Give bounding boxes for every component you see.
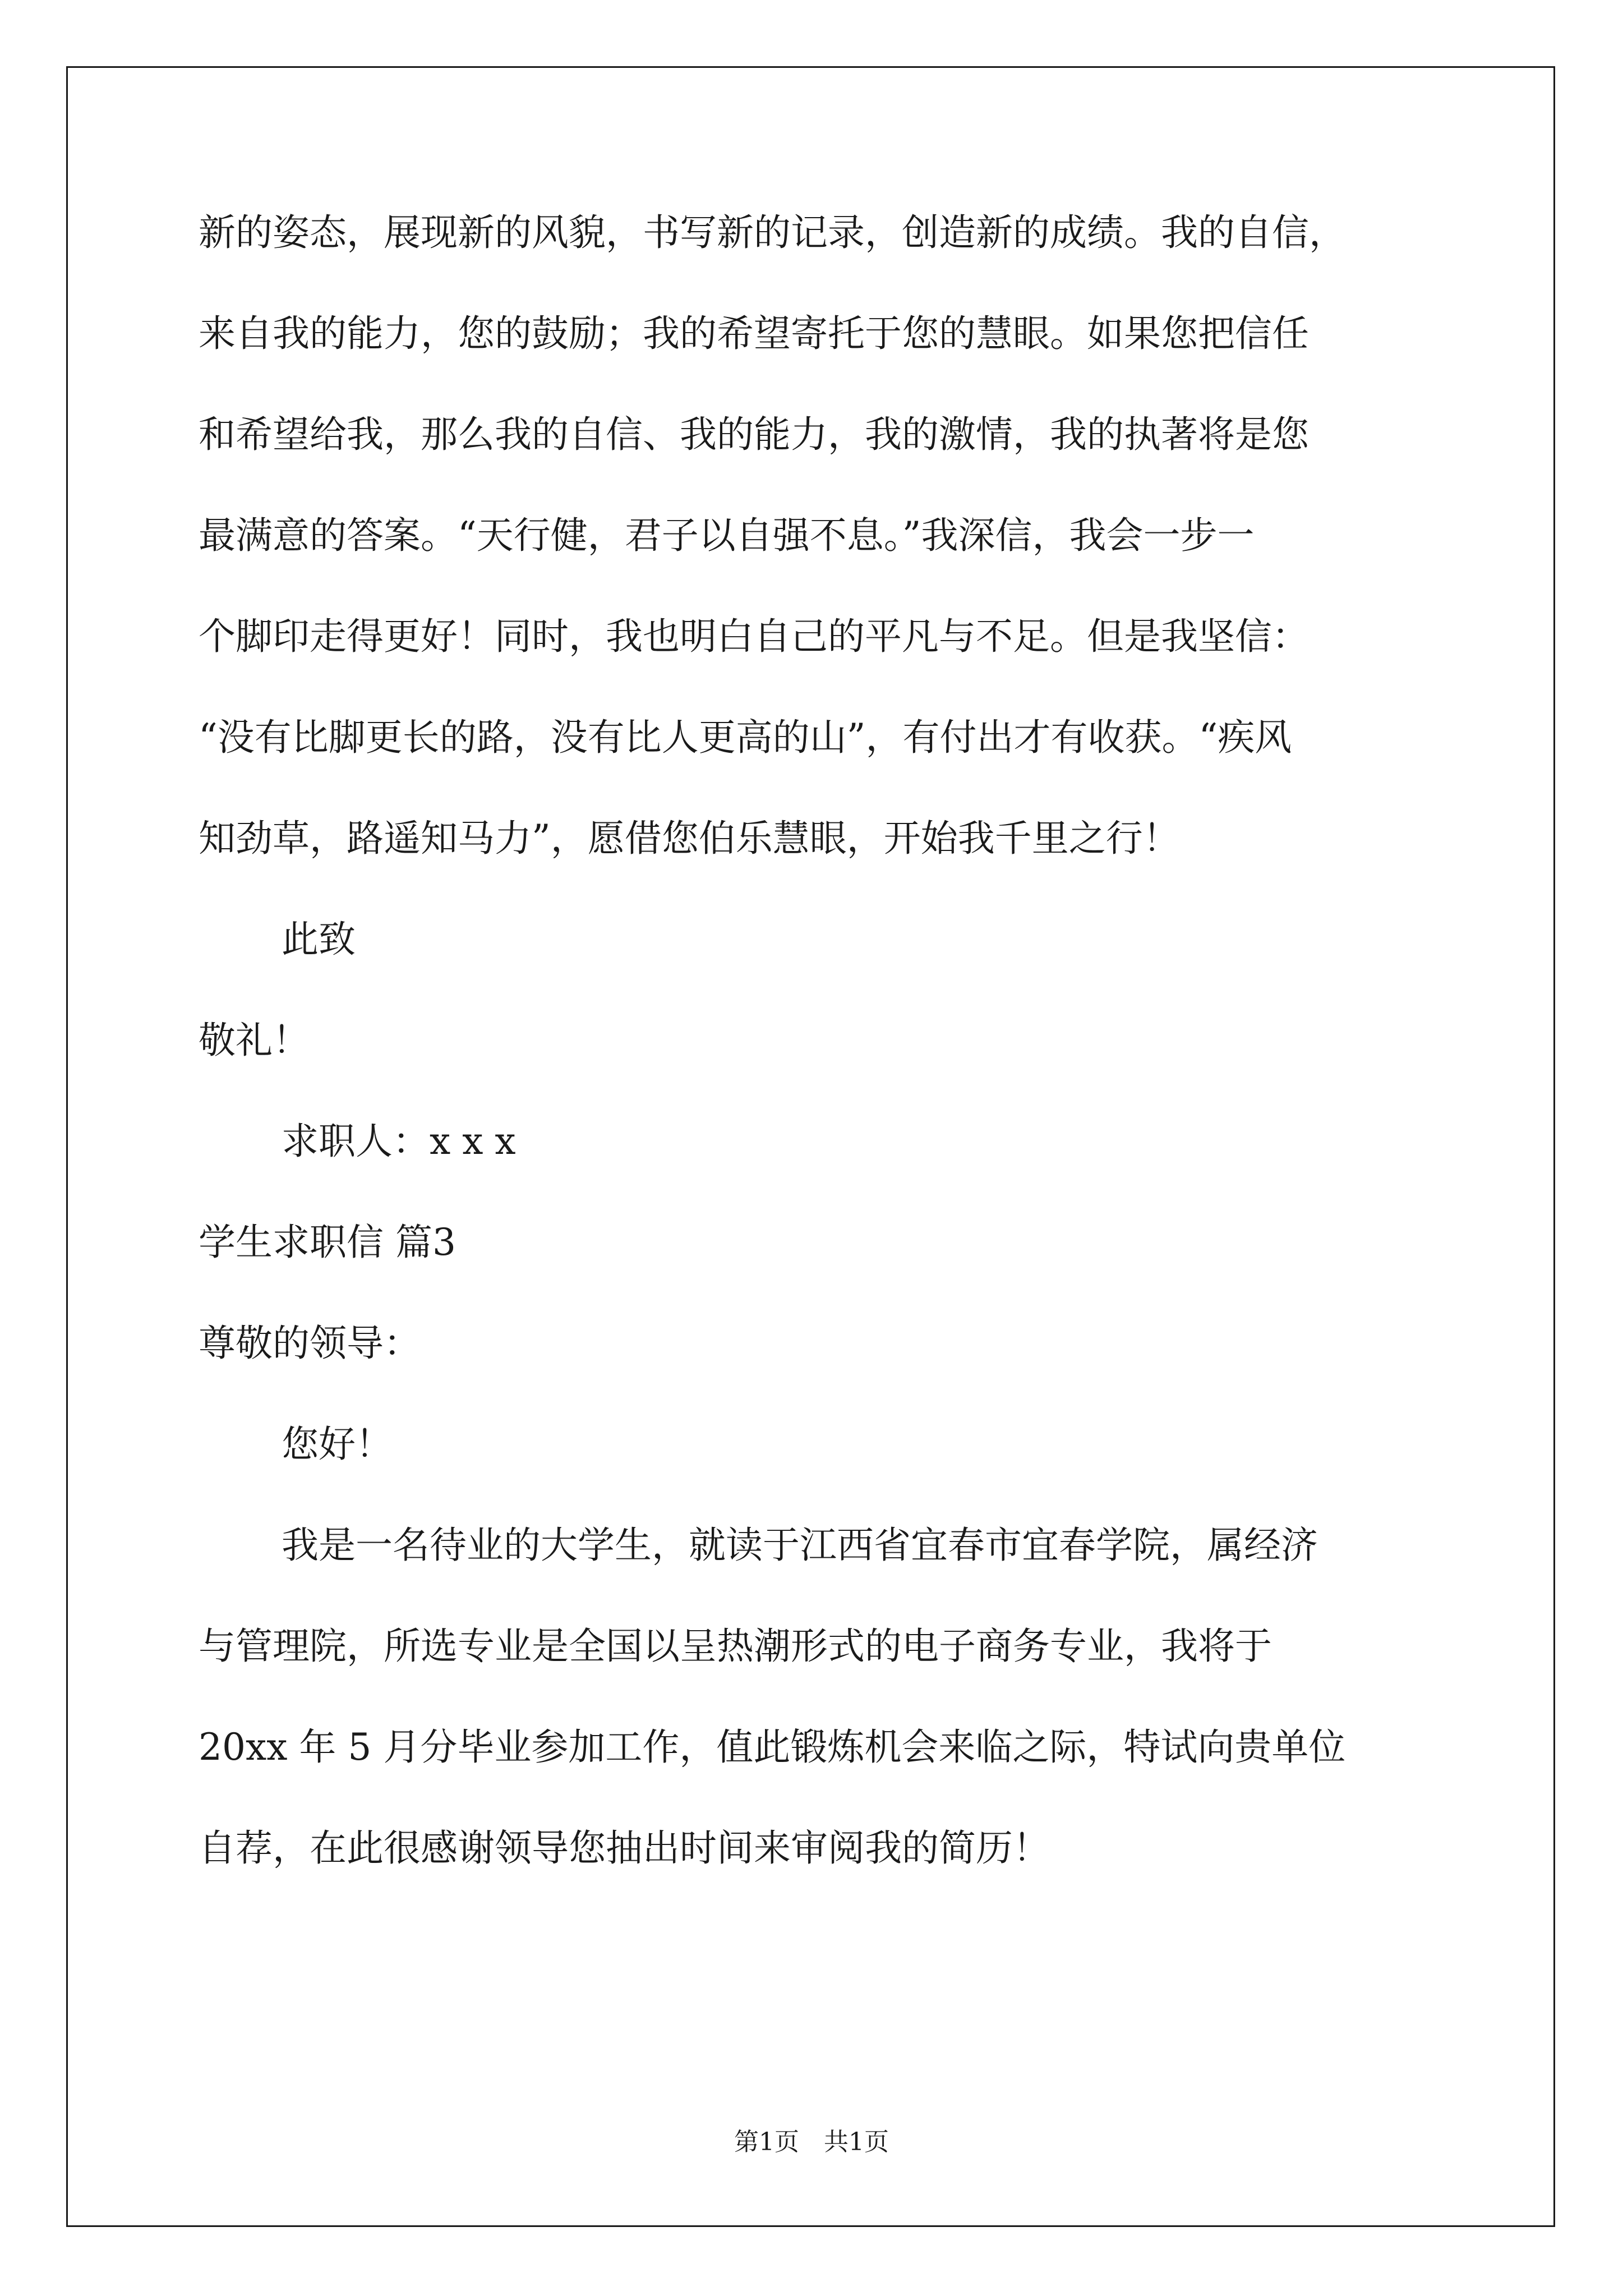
paragraph-line: 新的姿态，展现新的风貌，书写新的记录，创造新的成绩。我的自信， [199, 211, 1346, 254]
paragraph-line: 来自我的能力，您的鼓励；我的希望寄托于您的慧眼。如果您把信任 [199, 312, 1309, 355]
paragraph-line: 20xx 年 5 月分毕业参加工作，值此锻炼机会来临之际，特试向贵单位 [199, 1726, 1346, 1769]
paragraph-line: 个脚印走得更好！同时，我也明白自己的平凡与不足。但是我坚信： [199, 615, 1309, 658]
signature-line: 求职人：x x x [282, 1120, 516, 1163]
paragraph-line: 我是一名待业的大学生，就读于江西省宜春市宜春学院，属经济 [282, 1524, 1318, 1567]
greeting-line: 您好！ [282, 1423, 393, 1466]
closing-line: 此致 [282, 918, 356, 961]
greeting-line: 尊敬的领导： [199, 1322, 421, 1365]
page-number-footer: 第1页 共1页 [734, 2128, 889, 2156]
section-title: 学生求职信 篇3 [199, 1221, 456, 1264]
paragraph-line: “没有比脚更长的路，没有比人更高的山”，有付出才有收获。“疾风 [199, 716, 1292, 759]
paragraph-line: 与管理院，所选专业是全国以呈热潮形式的电子商务专业，我将于 [199, 1625, 1272, 1668]
salutation-line: 敬礼！ [199, 1019, 310, 1062]
paragraph-line: 和希望给我，那么我的自信、我的能力，我的激情，我的执著将是您 [199, 413, 1309, 456]
paragraph-line: 自荐，在此很感谢领导您抽出时间来审阅我的简历！ [199, 1826, 1050, 1870]
paragraph-line: 知劲草，路遥知马力”，愿借您伯乐慧眼，开始我千里之行！ [199, 817, 1180, 860]
paragraph-line: 最满意的答案。“天行健，君子以自强不息。”我深信，我会一步一 [199, 514, 1255, 557]
